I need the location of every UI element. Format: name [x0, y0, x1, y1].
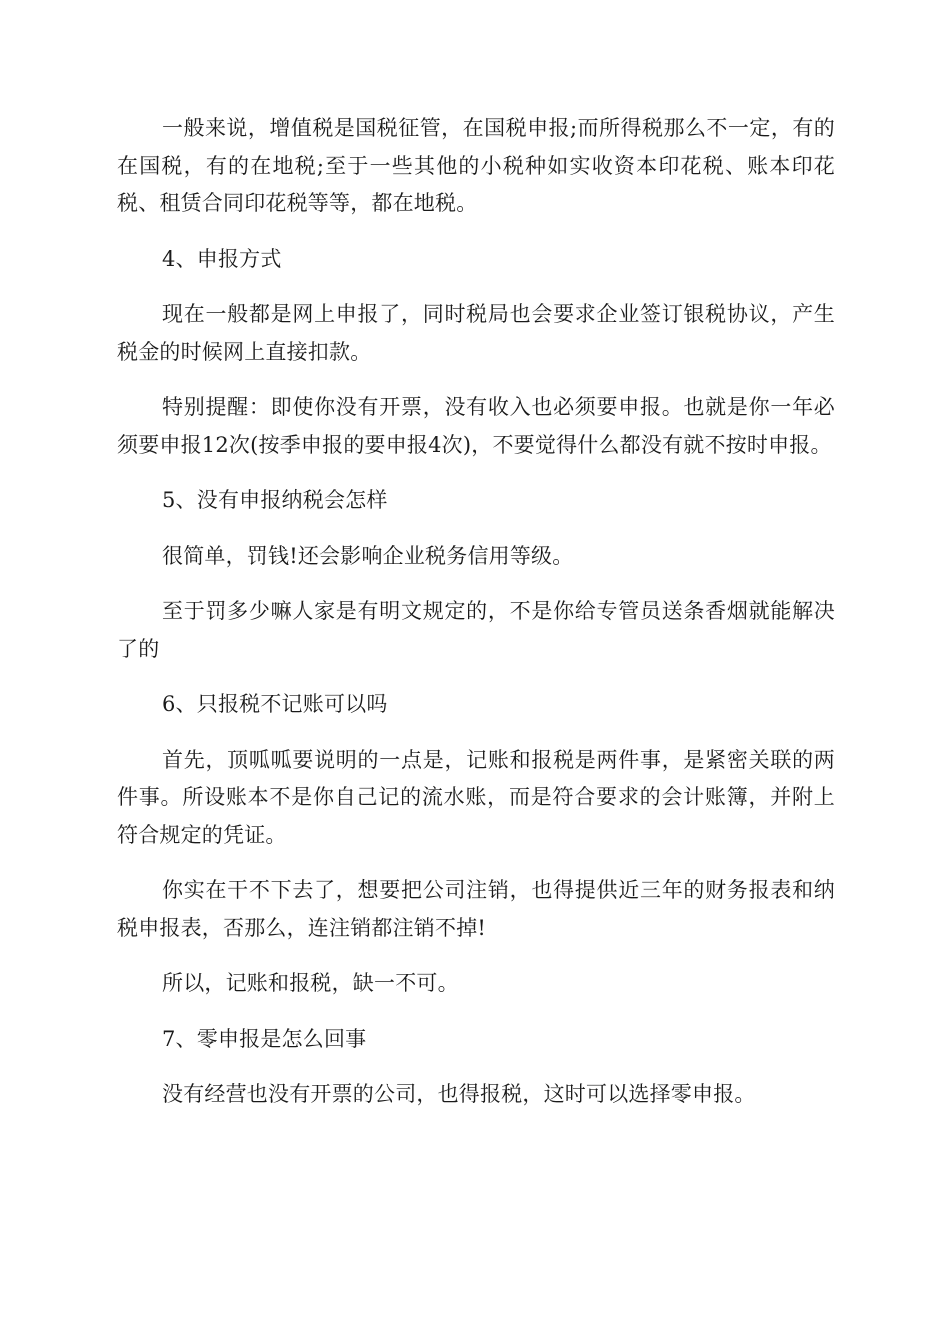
paragraph: 没有经营也没有开票的公司，也得报税，这时可以选择零申报。: [162, 1082, 756, 1106]
section-heading: 7、零申报是怎么回事: [162, 1026, 367, 1051]
paragraph: 所以，记账和报税，缺一不可。: [162, 971, 459, 995]
paragraph: 一般来说，增值税是国税征管，在国税申报;而所得税那么不一定，有的在国税，有的在地税;至于一些其他的小税种如实收资本印花税、账本印花税、租赁合同印花税等等，都在地税。: [117, 116, 835, 215]
paragraph: 你实在干不下去了，想要把公司注销，也得提供近三年的财务报表和纳税申报表，否那么，连注销都注销不掉!: [117, 878, 835, 940]
document-body: [117, 110, 835, 1132]
section-heading: 6、只报税不记账可以吗: [162, 692, 388, 716]
paragraph: 很简单，罚钱!还会影响企业税务信用等级。: [162, 543, 574, 568]
paragraph: 至于罚多少嘛人家是有明文规定的，不是你给专管员送条香烟就能解决了的: [117, 599, 835, 661]
paragraph: 特别提醒：即使你没有开票，没有收入也必须要申报。也就是你一年必须要申报12次(按季申报的要申报4次)，不要觉得什么都没有就不按时申报。: [117, 395, 835, 457]
paragraph: 首先，顶呱呱要说明的一点是，记账和报税是两件事，是紧密关联的两件事。所设账本不是你自己记的流水账，而是符合要求的会计账簿，并附上符合规定的凭证。: [117, 747, 835, 847]
section-heading: 5、没有申报纳税会怎样: [162, 488, 388, 512]
section-heading: 4、申报方式: [162, 246, 282, 271]
paragraph: 现在一般都是网上申报了，同时税局也会要求企业签订银税协议，产生税金的时候网上直接扣款。: [117, 302, 835, 364]
